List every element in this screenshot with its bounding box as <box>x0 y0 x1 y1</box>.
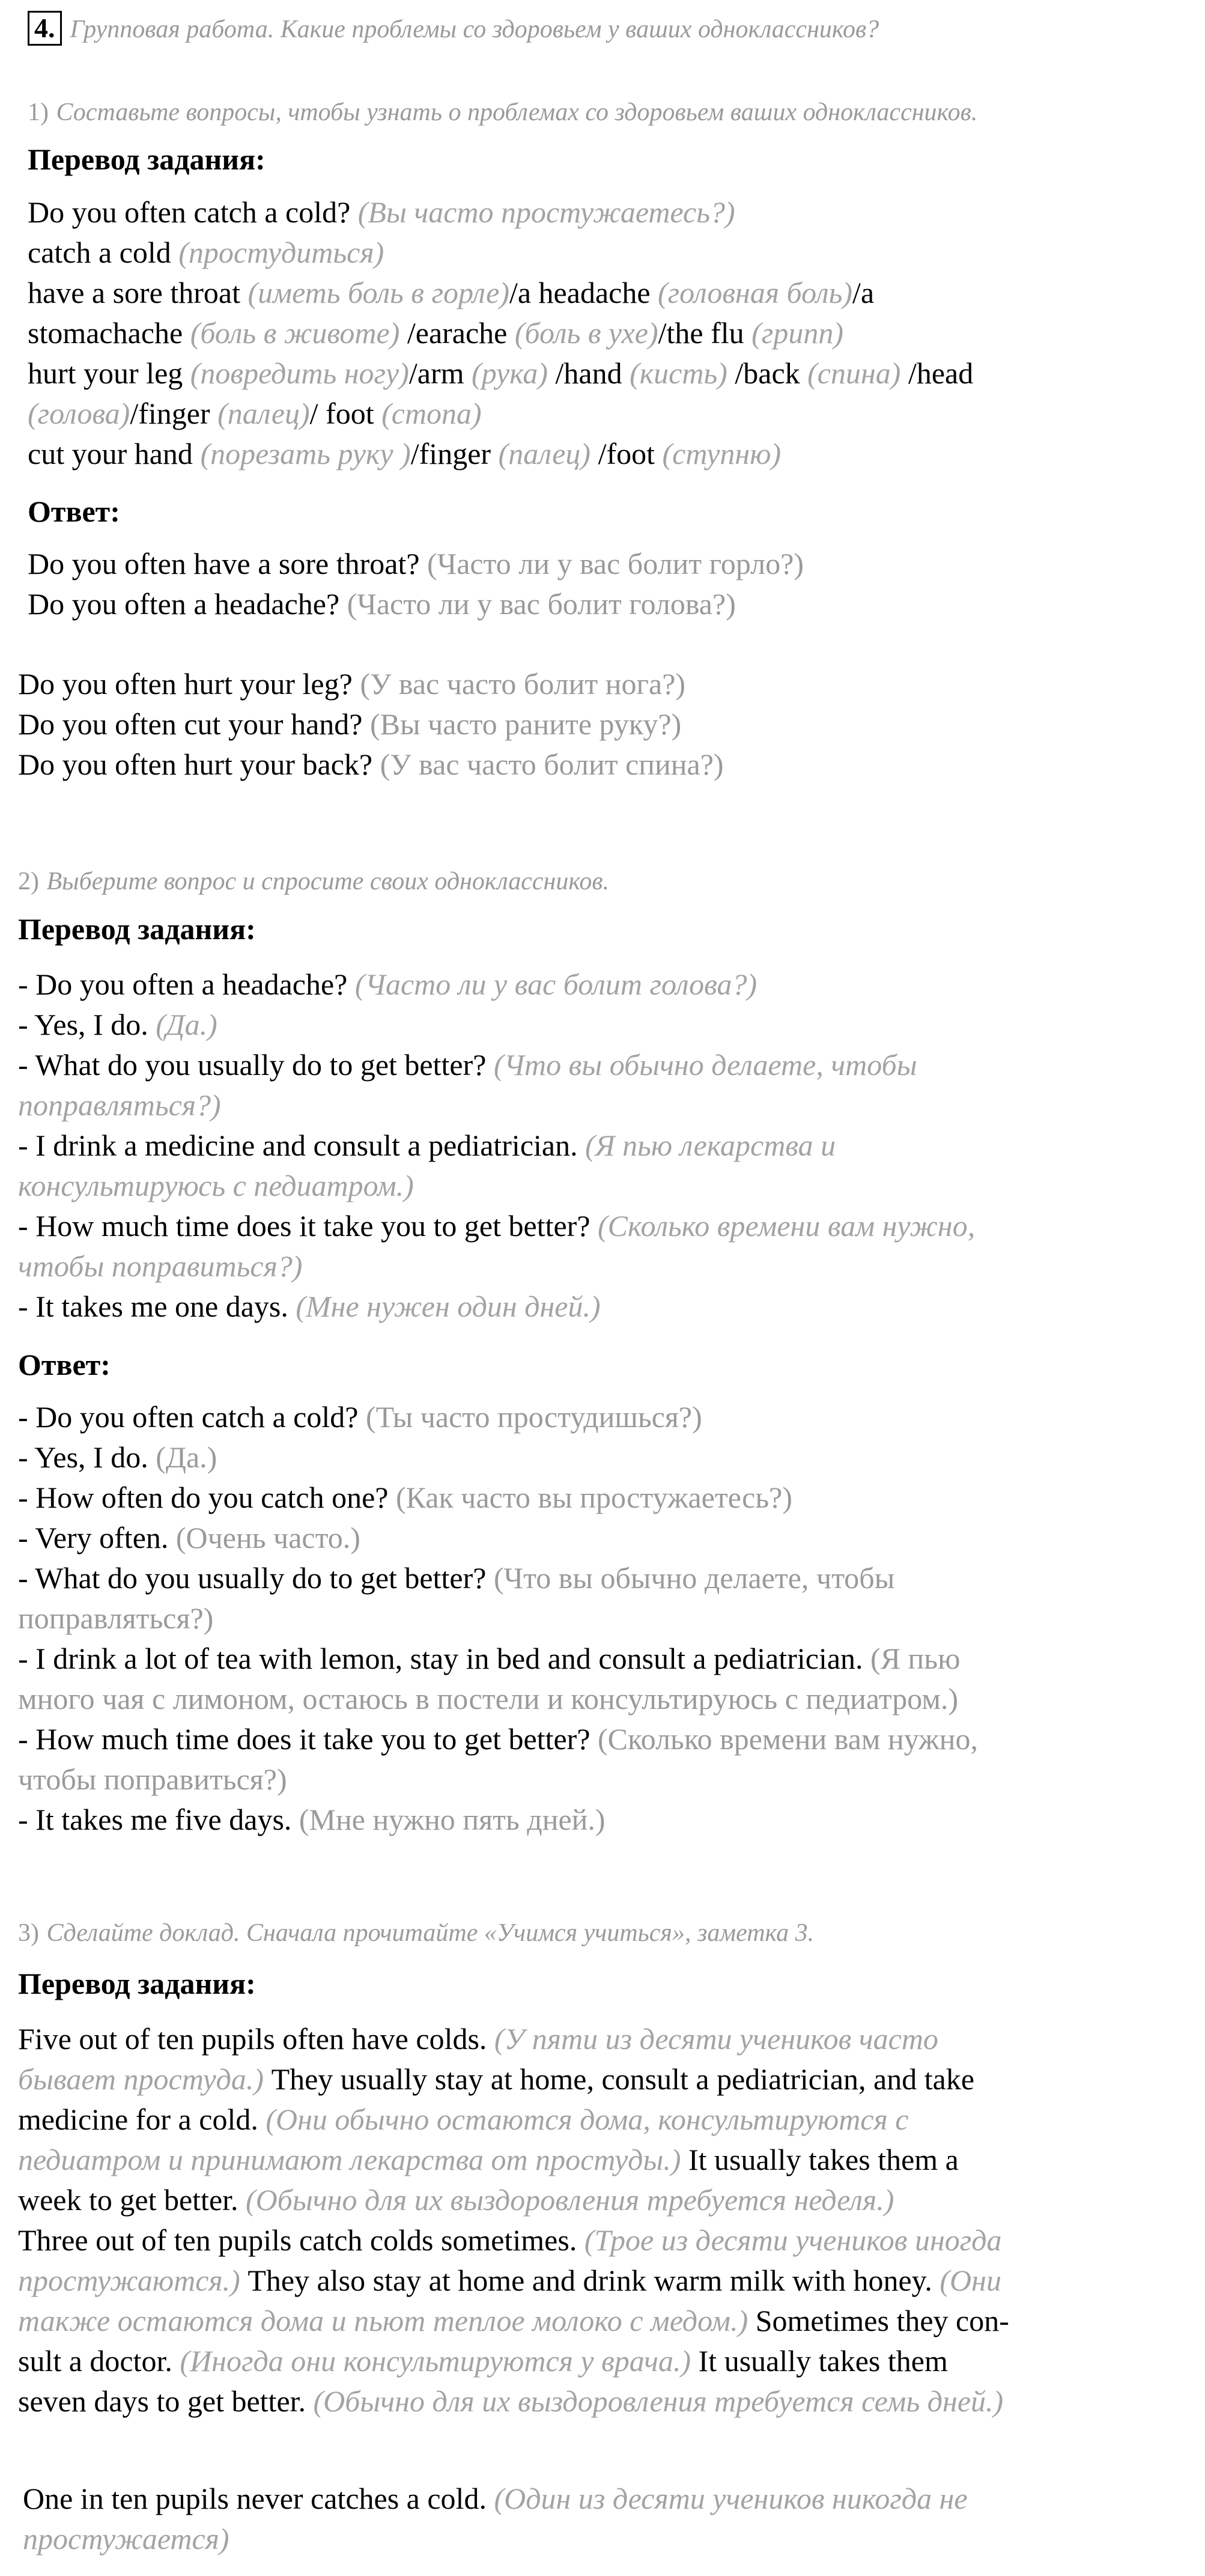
part2-instruction: Выберите вопрос и спросите своих одноклассников. <box>46 868 610 895</box>
text-line <box>18 1166 1165 1205</box>
english-text: They also stay at home and drink warm milk with honey. <box>240 2264 940 2297</box>
text-line <box>18 1679 1165 1719</box>
part1-instruction-line <box>28 90 1175 132</box>
english-text: - How much time does it take you to get better? <box>18 1209 598 1243</box>
translation-text: (ступню) <box>662 437 782 470</box>
text-line <box>28 544 1175 583</box>
english-text: - How much time does it take you to get better? <box>18 1722 598 1756</box>
text-line <box>28 192 1175 232</box>
answer-translation-text: чтобы поправиться?) <box>18 1762 287 1796</box>
translation-text: простужаются.) <box>18 2264 240 2297</box>
english-text: medicine for a cold. <box>18 2103 266 2136</box>
text-line <box>28 233 1175 272</box>
part3-instruction-line <box>18 1911 1165 1953</box>
text-line <box>18 1286 1165 1326</box>
text-line <box>18 1518 1165 1557</box>
english-text: / foot <box>309 397 382 430</box>
text-line <box>28 434 1175 473</box>
translation-text: (грипп) <box>751 316 843 350</box>
translation-text: консультируюсь с педиатром.) <box>18 1169 414 1202</box>
part1-number: 1) <box>28 99 49 126</box>
task-title: Групповая работа. Какие проблемы со здоровьем у ваших одноклассников? <box>70 16 879 43</box>
translation-text: (иметь боль в горле) <box>247 276 509 309</box>
text-line <box>18 664 1165 704</box>
part3-number: 3) <box>18 1919 39 1947</box>
text-line <box>23 2479 1170 2518</box>
text-line <box>18 1639 1165 1678</box>
answer-translation-text: (Часто ли у вас болит голова?) <box>347 587 736 621</box>
translation-text: (рука) <box>472 356 548 390</box>
translation-text: (Мне нужен один дней.) <box>296 1290 601 1323</box>
text-line <box>18 744 1165 784</box>
translation-text: (Один из десяти учеников никогда не <box>494 2482 968 2515</box>
text-line <box>18 2261 1165 2300</box>
answer-translation-text: (У вас часто болит спина?) <box>380 748 724 781</box>
part2-translation-header: Перевод задания: <box>18 912 256 946</box>
text-line <box>28 353 1175 393</box>
part1-instruction: Составьте вопросы, чтобы узнать о проблемах со здоровьем ваших одноклассников. <box>56 99 978 126</box>
english-text: - How often do you catch one? <box>18 1481 396 1514</box>
answer-translation-text: поправляться?) <box>18 1601 214 1635</box>
english-text: One in ten pupils never catches a cold. <box>23 2482 494 2515</box>
text-line <box>18 2341 1165 2381</box>
text-line <box>18 1437 1165 1477</box>
translation-text: (порезать руку ) <box>200 437 411 470</box>
part2-instruction-line <box>18 859 1165 901</box>
english-text: - I drink a lot of tea with lemon, stay in bed and consult a pediatrician. <box>18 1642 871 1675</box>
text-line <box>23 2519 1170 2559</box>
english-text: - What do you usually do to get better? <box>18 1048 494 1082</box>
translation-text: (палец) <box>217 397 310 430</box>
answer-translation-text: (Что вы обычно делаете, чтобы <box>493 1561 895 1595</box>
english-text: - What do you usually do to get better? <box>18 1561 494 1595</box>
text-line <box>18 2099 1165 2139</box>
text-line <box>18 1246 1165 1286</box>
text-line <box>18 1478 1165 1517</box>
text-line <box>18 1045 1165 1085</box>
english-text: Three out of ten pupils catch colds sometimes. <box>18 2223 584 2257</box>
english-text: /a headache <box>509 276 658 309</box>
answer-translation-text: (Часто ли у вас болит горло?) <box>427 547 804 580</box>
answer-translation-text: (У вас часто болит нога?) <box>360 667 686 701</box>
answer-translation-text: (Мне нужно пять дней.) <box>299 1803 606 1836</box>
answer-translation-text: много чая с лимоном, остаюсь в постели и консультируюсь с педиатром.) <box>18 1682 959 1716</box>
english-text: have a sore throat <box>28 276 248 309</box>
translation-text: (Трое из десяти учеников иногда <box>584 2223 1002 2257</box>
english-text: - Yes, I do. <box>18 1008 156 1041</box>
text-line <box>18 1719 1165 1759</box>
translation-text: (палец) <box>498 437 591 470</box>
translation-text: (кисть) <box>630 356 727 390</box>
part2-answer-header: Ответ: <box>18 1348 111 1381</box>
text-line <box>18 704 1165 744</box>
translation-text: (Они <box>939 2264 1001 2297</box>
translation-text: (Обычно для их выздоровления требуется семь дней.) <box>313 2384 1004 2418</box>
english-text: catch a cold <box>28 236 179 269</box>
english-text: stomachache <box>28 316 190 350</box>
translation-text: (Да.) <box>156 1008 217 1041</box>
english-text: hurt your leg <box>28 356 190 390</box>
translation-text: (Что вы обычно делаете, чтобы <box>493 1048 917 1082</box>
text-line <box>18 2220 1165 2260</box>
english-text: sult a doctor. <box>18 2344 180 2378</box>
english-text: It usually takes them a <box>681 2143 959 2176</box>
english-text: cut your hand <box>28 437 201 470</box>
english-text: /back <box>727 356 808 390</box>
translation-text: (повредить ногу) <box>190 356 409 390</box>
english-text: /foot <box>590 437 663 470</box>
english-text: - It takes me one days. <box>18 1290 296 1323</box>
part1-answer-header: Ответ: <box>28 495 120 528</box>
english-text: Do you often a headache? <box>28 587 347 621</box>
translation-text: (головная боль) <box>658 276 853 309</box>
translation-text: (Вы часто простужаетесь?) <box>357 195 735 229</box>
text-line <box>28 584 1175 624</box>
text-line <box>18 2381 1165 2421</box>
english-text: seven days to get better. <box>18 2384 314 2418</box>
english-text: /head <box>900 356 974 390</box>
english-text: Do you often catch a cold? <box>28 195 358 229</box>
english-text: - It takes me five days. <box>18 1803 299 1836</box>
text-line <box>18 1800 1165 1839</box>
translation-text: бывает простуда.) <box>18 2062 264 2096</box>
answer-translation-text: (Да.) <box>156 1440 217 1474</box>
text-line <box>18 2301 1165 2340</box>
translation-text: простужается) <box>23 2522 229 2556</box>
translation-text: чтобы поправиться?) <box>18 1249 303 1283</box>
answer-translation-text: (Очень часто.) <box>175 1521 360 1554</box>
translation-text: также остаются дома и пьют теплое молоко с медом.) <box>18 2304 748 2337</box>
english-text: - Yes, I do. <box>18 1440 156 1474</box>
english-text: week to get better. <box>18 2183 246 2217</box>
english-text: - Very often. <box>18 1521 176 1554</box>
english-text: - Do you often a headache? <box>18 967 355 1001</box>
answer-translation-text: (Как часто вы простужаетесь?) <box>395 1481 793 1514</box>
text-line <box>18 1085 1165 1125</box>
translation-text: (Я пью лекарства и <box>585 1128 836 1162</box>
translation-text: педиатром и принимают лекарства от простуды.) <box>18 2143 681 2176</box>
translation-text: (У пяти из десяти учеников часто <box>494 2022 938 2056</box>
translation-text: (Часто ли у вас болит голова?) <box>354 967 757 1001</box>
translation-text: (голова) <box>28 397 130 430</box>
translation-text: поправляться?) <box>18 1088 221 1122</box>
english-text: /arm <box>408 356 472 390</box>
text-line <box>18 2140 1165 2179</box>
english-text: /the flu <box>658 316 752 350</box>
text-line <box>18 1558 1165 1598</box>
translation-text: (Иногда они консультируются у врача.) <box>180 2344 691 2378</box>
answer-translation-text: (Сколько времени вам нужно, <box>598 1722 978 1756</box>
text-line <box>28 313 1175 353</box>
text-line <box>18 2180 1165 2220</box>
english-text: Five out of ten pupils often have colds. <box>18 2022 494 2056</box>
task-number: 4. <box>28 11 62 46</box>
translation-text: (боль в ухе) <box>514 316 658 350</box>
english-text: /finger <box>130 397 218 430</box>
part1-translation-header: Перевод задания: <box>28 142 266 176</box>
translation-text: (спина) <box>807 356 901 390</box>
english-text: Do you often hurt your leg? <box>18 667 360 701</box>
text-line <box>28 394 1175 433</box>
translation-text: (простудиться) <box>178 236 384 269</box>
english-text: /earache <box>399 316 515 350</box>
english-text: Do you often cut your hand? <box>18 707 370 741</box>
english-text: Do you often have a sore throat? <box>28 547 428 580</box>
english-text: Do you often hurt your back? <box>18 748 380 781</box>
english-text: - Do you often catch a cold? <box>18 1400 366 1434</box>
part3-translation-header: Перевод задания: <box>18 1967 256 2000</box>
text-line <box>18 1206 1165 1246</box>
text-line <box>18 2059 1165 2099</box>
text-line <box>28 273 1175 312</box>
english-text: /a <box>852 276 875 309</box>
translation-text: (Сколько времени вам нужно, <box>598 1209 976 1243</box>
answer-translation-text: (Я пью <box>870 1642 961 1675</box>
task-heading <box>28 11 1175 47</box>
english-text: - I drink a medicine and consult a pediatrician. <box>18 1128 586 1162</box>
english-text: /hand <box>548 356 630 390</box>
text-line <box>18 1598 1165 1638</box>
translation-text: (боль в животе) <box>190 316 400 350</box>
part3-instruction: Сделайте доклад. Сначала прочитайте «Учимся учиться», заметка 3. <box>46 1919 815 1947</box>
translation-text: (Обычно для их выздоровления требуется неделя.) <box>246 2183 894 2217</box>
text-line <box>18 2019 1165 2059</box>
answer-translation-text: (Вы часто раните руку?) <box>369 707 682 741</box>
translation-text: (стопа) <box>381 397 482 430</box>
text-line <box>18 1005 1165 1044</box>
english-text: They usually stay at home, consult a pediatrician, and take <box>264 2062 975 2096</box>
text-line <box>18 964 1165 1004</box>
part2-number: 2) <box>18 868 39 895</box>
english-text: Sometimes they con- <box>748 2304 1009 2337</box>
text-line <box>18 1759 1165 1799</box>
english-text: /finger <box>410 437 499 470</box>
text-line <box>18 1397 1165 1437</box>
translation-text: (Они обычно остаются дома, консультируются с <box>266 2103 909 2136</box>
english-text: It usually takes them <box>691 2344 948 2378</box>
answer-translation-text: (Ты часто простудишься?) <box>365 1400 702 1434</box>
text-line <box>18 1125 1165 1165</box>
